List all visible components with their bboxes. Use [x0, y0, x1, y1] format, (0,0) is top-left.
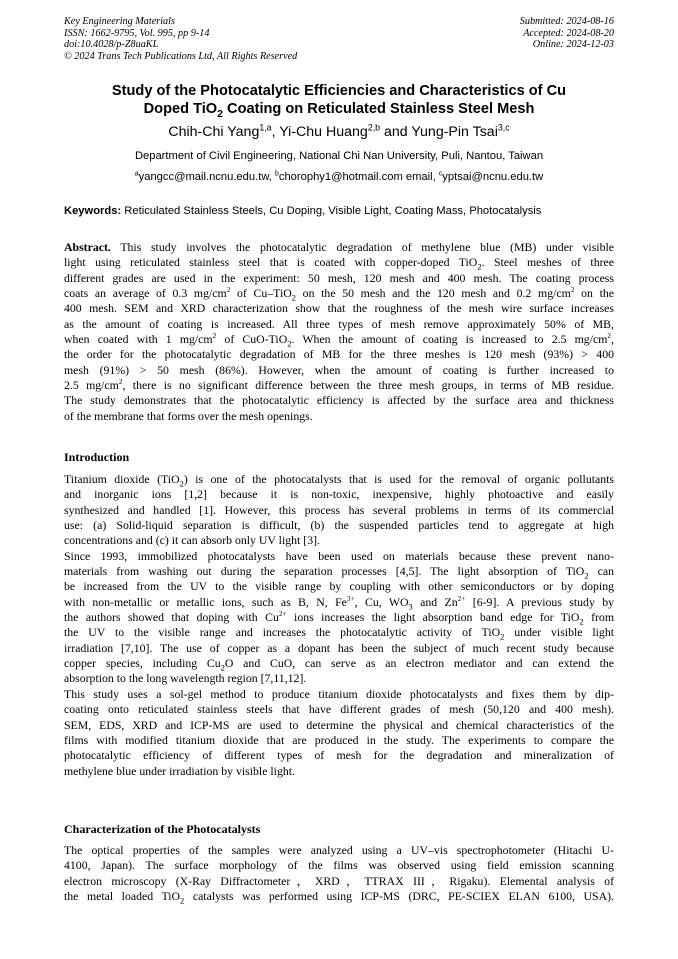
superscript: 2+: [457, 593, 466, 603]
text-line: [64, 378, 614, 393]
text-run: catalysts was performed using ICP-MS (DRC, PE-SCIEX ELAN 6100, USA).: [184, 889, 614, 904]
submitted-date: Submitted: 2024-08-16: [519, 16, 614, 27]
text-run: [6-9]. A previous study by: [465, 594, 615, 609]
author-separator: ,: [271, 124, 280, 140]
affiliation: Department of Civil Engineering, National Chi Nan University, Puli, Nantou, Taiwan: [134, 150, 544, 162]
superscript: 2: [607, 331, 612, 341]
subscript: 3: [408, 601, 413, 612]
title-text: Doped TiO: [143, 101, 218, 117]
text-line: [64, 286, 614, 301]
section-heading-characterization: Characterization of the Photocatalysts: [64, 822, 261, 836]
text-run: , there is no significant difference between the three mesh groups, in terms of MB residue.: [122, 378, 615, 393]
subscript: 2: [220, 662, 225, 673]
email-mark: b: [275, 170, 279, 178]
text-run: of CuO-TiO: [216, 332, 288, 347]
text-line: absorption to the long wavelength region [7,11,12].: [64, 671, 307, 686]
superscript: 2+: [278, 609, 287, 619]
text-run: light using reticulated stainless steel that is coated with copper-doped TiO: [64, 255, 478, 270]
paper-title: [64, 82, 614, 118]
text-run: and Zn: [412, 594, 458, 609]
text-run: O and CuO, can serve as an electron mediator and can extend the: [224, 656, 614, 671]
subscript: 2: [477, 261, 482, 272]
text-line: 400 mesh. SEM and XRD characterization show that the roughness of the mesh wire surface increases: [64, 301, 614, 316]
text-run: materials from washing out during the separation processes [4,5]. The light absorption of TiO: [64, 564, 585, 579]
text-line: as the amount of coating is increased. All three types of mesh remove approximately 50% of MB,: [64, 316, 614, 331]
text-line: The study demonstrates that the photocatalytic efficiency is affected by the surface area and thickness: [64, 393, 614, 408]
text-run: the authors showed that doping with Cu: [64, 610, 279, 625]
superscript: 2: [570, 285, 575, 295]
text-run: 2.5 mg/cm: [64, 378, 119, 393]
text-run: from: [583, 610, 614, 625]
keywords-text: Reticulated Stainless Steels, Cu Doping, Visible Light, Coating Mass, Photocatalysis: [121, 205, 542, 217]
text-run: ) is one of the photocatalysts that is used for the removal of organic pollutants: [183, 472, 614, 486]
text-line: 4100, Japan). The surface morphology of the films was observed using field emission scanning: [64, 858, 614, 873]
email-mark: c: [438, 170, 443, 178]
text-line: be increased from the UV to the visible range by coupling with other semiconductors or by doping: [64, 579, 614, 594]
author-affil-mark: 1,a: [259, 122, 272, 133]
title-line-2: [64, 100, 614, 118]
text-line: [64, 889, 614, 904]
dates-info: [520, 16, 614, 51]
abstract: [64, 240, 614, 424]
email-b: chorophy1@hotmail.com email,: [278, 171, 439, 183]
text-run: on the 50 mesh and the 120 mesh and 0.2 mg/cm: [296, 286, 571, 301]
subscript: 2: [500, 631, 505, 642]
text-line: use: (a) Solid-liquid separation is difficult, (b) the suspended particles tend to aggregate at high: [64, 518, 614, 533]
text-run: can: [588, 564, 614, 579]
text-line: different grades are used in the experiment: 50 mesh, 120 mesh and 400 mesh. The coating process: [64, 270, 614, 285]
text-line: the order for the photocatalytic degradation of MB for the three meshes is 120 mesh (93%) > 400: [64, 347, 614, 362]
text-run: . Steel meshes of three: [481, 255, 615, 270]
text-line: [64, 656, 614, 671]
email-a: yangcc@mail.ncnu.edu.tw,: [138, 171, 275, 183]
title-line-1: Study of the Photocatalytic Efficiencies and Characteristics of Cu: [111, 83, 567, 99]
text-line: mesh (91%) > 50 mesh (86%). However, when the amount of coating is further increased to: [64, 362, 614, 377]
text-line: Since 1993, immobilized photocatalysts have been used on materials because these prevent nano-: [64, 548, 614, 563]
author-name: Chih-Chi Yang: [168, 124, 260, 140]
text-run: ,: [611, 332, 614, 347]
subscript: 2: [584, 570, 589, 581]
text-line: and inorganic ions [1,2] because it is non-toxic, inexpensive, highly photoactive and easily: [64, 487, 614, 502]
section-heading-introduction: Introduction: [64, 450, 130, 464]
text-run: the metal loaded TiO: [64, 889, 181, 904]
subscript: 2: [287, 338, 292, 349]
text-line: films with modified titanium dioxide that are produced in the study. The experiments to compare the: [64, 732, 614, 747]
abstract-label: Abstract.: [64, 240, 111, 254]
title-text: Coating on Reticulated Stainless Steel Mesh: [222, 101, 535, 117]
subscript: 2: [179, 478, 184, 489]
subscript: 2: [291, 292, 297, 303]
text-line: [64, 625, 614, 640]
copyright-line: © 2024 Trans Tech Publications Ltd, All Rights Reserved: [64, 50, 298, 62]
text-line: This study uses a sol-gel method to produce titanium dioxide photocatalysts and fixes them by dip-: [64, 686, 614, 701]
text-line: [64, 595, 614, 610]
author-name: Yung-Pin Tsai: [411, 124, 498, 140]
superscript: 3+: [346, 593, 355, 603]
text-line: [64, 610, 614, 625]
email-c: yptsai@ncnu.edu.tw: [442, 171, 544, 183]
text-run: ions increases the light absorption band edge for TiO: [286, 610, 580, 625]
author-separator: and: [380, 124, 412, 140]
keywords: [64, 205, 614, 217]
text-line: photocatalytic efficiency of different types of mesh for the degradation and mineralization of: [64, 748, 614, 763]
keywords-label: Keywords:: [64, 205, 122, 217]
text-line: [64, 564, 614, 579]
title-subscript: 2: [217, 107, 223, 120]
text-run: with non-metallic or metallic ions, such as B, N, Fe: [64, 594, 347, 609]
email-mark: a: [134, 170, 139, 178]
text-run: of Cu–TiO: [230, 286, 292, 301]
text-line: of the membrane that forms over the mesh openings.: [64, 408, 313, 423]
author-name: Yi-Chu Huang: [279, 124, 368, 140]
superscript: 2: [212, 331, 217, 341]
text-run: , Cu, WO: [354, 594, 409, 609]
text-line: electron microscopy (X-Ray Diffractometer，XRD，TTRAX III，Rigaku). Elemental analysis of: [64, 873, 614, 888]
text-line: SEM, EDS, XRD and ICP-MS are used to determine the physical and chemical characteristics of the: [64, 717, 614, 732]
text-line: [64, 332, 614, 347]
doi-line: doi:10.4028/p-Z8uaKL: [64, 39, 159, 51]
text-line: concentrations and (c) it can absorb only UV light [3].: [64, 533, 320, 548]
text-run: on the: [574, 286, 614, 301]
author-emails: [64, 171, 614, 183]
superscript: 2: [118, 377, 123, 387]
author-affil-mark: 3,c: [497, 122, 510, 133]
journal-name: Key Engineering Materials: [64, 16, 175, 27]
text-run: copper species, including Cu: [64, 656, 221, 671]
text-line: methylene blue under irradiation by visible light.: [64, 763, 295, 778]
text-run: the UV to the visible range and increases the photocatalytic activity of TiO: [64, 625, 501, 640]
superscript: 2: [226, 285, 231, 295]
author-affil-mark: 2,b: [367, 122, 381, 133]
text-line: [64, 472, 614, 487]
text-line: irradiation [7,10]. The use of copper as a dopant has been the subject of much recent study because: [64, 640, 614, 655]
text-line: The optical properties of the samples were analyzed using a UV–vis spectrophotometer (Hitachi U-: [64, 843, 614, 857]
text-run: when coated with 1 mg/cm: [64, 332, 213, 347]
text-line: coating onto reticulated stainless steels that have different grades of mesh (50,120 and 400 mesh).: [64, 702, 614, 717]
accepted-date: Accepted: 2024-08-20: [523, 27, 614, 39]
issn-line: ISSN: 1662-9795, Vol. 995, pp 9-14: [64, 27, 210, 39]
journal-info: [64, 16, 297, 62]
text-run: under visible light: [504, 625, 614, 640]
author-list: [64, 124, 614, 140]
subscript: 2: [180, 895, 185, 906]
text-run: coats an average of 0.3 mg/cm: [64, 286, 227, 301]
text-run: Titanium dioxide (TiO: [64, 472, 180, 486]
online-date: Online: 2024-12-03: [532, 39, 614, 51]
subscript: 2: [579, 616, 584, 627]
text-line: [64, 240, 614, 255]
text-line: synthesized and handled [1]. However, this process has several problems in terms of its commercial: [64, 502, 614, 517]
characterization-body: [64, 843, 614, 904]
text-run: . When the amount of coating is increased to 2.5 mg/cm: [291, 332, 608, 347]
text-run: This study involves the photocatalytic degradation of methylene blue (MB) under visible: [110, 240, 614, 254]
introduction-body: [64, 472, 614, 779]
text-line: [64, 255, 614, 270]
